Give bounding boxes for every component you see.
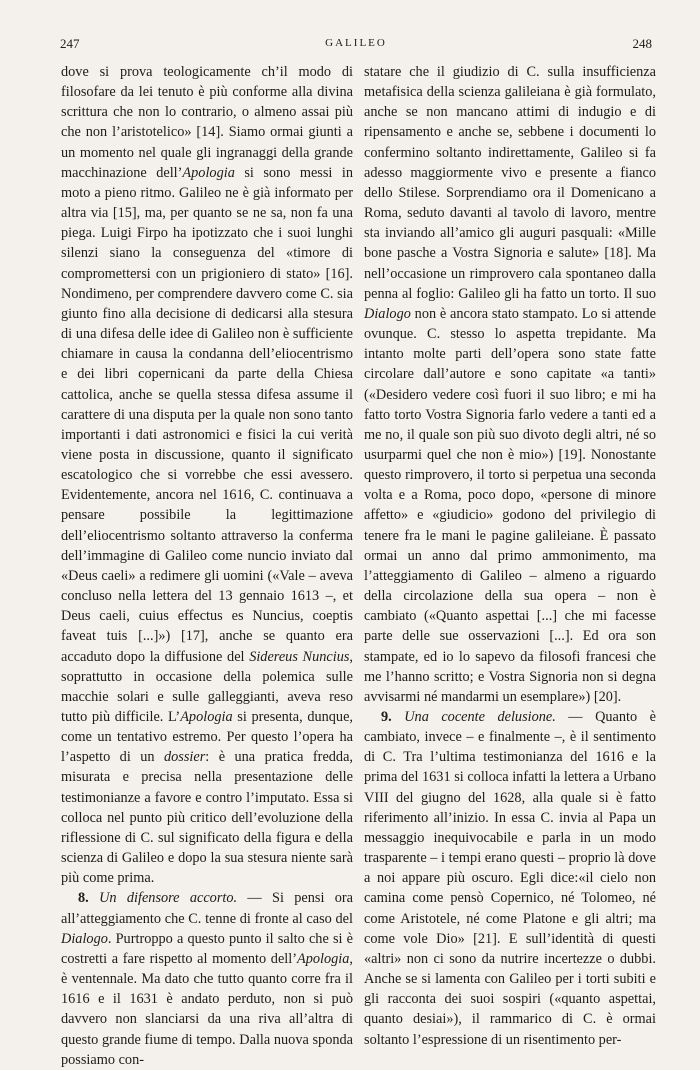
page-number-left: 247	[60, 36, 80, 51]
paragraph-continuation: dove si prova teologicamente ch’il modo di filosofare da lei tenuto è più conforme alla divina scrittura che non lo contrario, o almeno assai più che non l’aristotelico» [14]. Siamo ormai giunti a un momento nel quale gli ingranaggi della grande macchinazione dell’Apologia si sono messi in moto a pieno ritmo. Galileo ne è già informato per altra via [15], ma, per quanto se ne sa, non fa una piega. Luigi Firpo ha ipotizzato che i suoi lunghi silenzi siano la conseguenza del «timore di compromettersi con un prigioniero di stato» [16]. Nondimeno, per comprendere davvero come C. sia giunto fino alla decisione di dedicarsi alla stesura di una difesa delle idee di Galileo non è sufficiente chiamare in causa la condanna dell’eliocentrismo e dei libri copernicani da parte della Chiesa cattolica, anche se quella stessa difesa assume il carattere di una disputa per la quale non sono tanto importanti i dati astronomici e fisici la cui verità viene posta in discussione, quanto il significato escatologico che si vorrebbe che essi avessero. Evidentemente, ancora nel 1616, C. continuava a pensare possibile la legittimazione dell’eliocentrismo soltanto attraverso la conferma dell’immagine di Galileo come nuncio inviato dal «Deus caeli» a redimere gli uomini («Vale – aveva concluso nella lettera del 13 gennaio 1613 –, et Deus caeli, cuius effectus es Nuncius, coeptis faveat tuis [...]») [17], anche se quanto era accaduto dopo la diffusione del Sidereus Nuncius, soprattutto in occasione della polemica sulle macchie solari e sulle galleggianti, aveva reso tutto più difficile. L’Apologia si presenta, dunque, come un tentativo estremo. Per questo l’opera ha l’aspetto di un dossier: è una pratica fredda, misurata e precisa nella presentazione delle testimonianze a favore e contro l’imputato. Essa si colloca nel punto più critico dell’evoluzione della riflessione di C. sul significato della figura e della scienza di Galileo e dopo la sua stesura niente sarà più come prima.	[61, 64, 354, 887]
section-9-paragraph: 9. Una cocente delusione. — Quanto è cambiato, invece – e finalmente –, è il sentimento di C. Tra l’ultima testimonianza del 1616 e la prima del 1631 si colloca infatti la lettera a Urbano VIII del giugno del 1628, alla quale si è fatto riferimento all’inizio. In essa C. invia al Papa un messaggio inequivocabile e parla in un modo trasparente – i tempi erano questi – proprio là dove a noi appare più oscuro. Egli dice:«il cielo non camina come pensò Copernico, né Tolomeo, né come Aristotele, né come Platone e gli altri; ma come vole Dio» [21]. E sull’identità di questi «altri» non ci sono da nutrire incertezze o dubbi. Anche se si lamenta con Galileo per i torti subiti e gli racconta dei suoi sospiri («quanto aspettai, quanto desiai»), il rammarico di C. è ormai soltanto l’espressione di un risentimento per-	[364, 709, 656, 1048]
section-number: 8.	[78, 890, 89, 907]
paragraph-continuation: statare che il giudizio di C. sulla insufficienza metafisica della scienza galileiana è già formulato, anche se non mancano attimi di indugio e di ripensamento e anche se, sebbene i documenti lo confermino soltanto indirettamente, Galileo si fa adesso maggiormente vivo e presente a fianco dello Stilese. Sorprendiamo ora il Domenicano a Roma, seduto davanti al tavolo di lavoro, mentre sta inviando all’amico gli auguri pasquali: «Mille bone pasche a Vostra Signoria e salute» [18]. Ma nell’occasione un rimprovero cala spontaneo dalla penna al foglio: Galileo gli ha fatto un torto. Il suo Dialogo non è ancora stato stampato. Lo si attende ovunque. C. stesso lo aspetta trepidante. Ma intanto molte parti dell’opera sono state fatte circolare dall’autore e sono capitate «a tanti» («Desidero vedere così fuori il suo libro; e mi ha fatto torto Vostra Signoria farlo vedere a tanti ed a me no, il quale son più suo divoto degli altri, né so usurparmi quel che non è mio») [19]. Nonostante questo rimprovero, il torto si perpetua una seconda volta e a Roma, poco dopo, «persone di minore affetto» e «giudicio» godono del privilegio di tenere fra le mani le pagine galileiane. È passato ormai un anno dal primo ammonimento, ma l’atteggiamento di Galileo – almeno a riguardo della circolazione della sua opera – non è cambiato («Quanto aspettai [...] che mi facesse parte delle sue osservazioni [...]. Ed ora son stampate, ed io lo sapevo da filosofi francesi che me l’hanno scritto; e Vostra Signoria non si degna avvisarmi né mandarmi un esemplare») [20].	[364, 64, 656, 705]
section-title: Una cocente delusione.	[404, 709, 556, 725]
text-column-left	[61, 62, 353, 1070]
page-number-right: 248	[632, 36, 652, 51]
section-number: 9.	[381, 709, 392, 725]
section-title: Un difensore accorto.	[99, 890, 238, 907]
text-column-right	[364, 62, 656, 1050]
running-header	[60, 36, 652, 56]
running-title: GALILEO	[325, 37, 387, 49]
section-8-paragraph: 8. Un difensore accorto. — Si pensi ora all’atteggiamento che C. tenne di fronte al caso del Dialogo. Purtroppo a questo punto il salto che si è costretti a fare rispetto al momento dell’Apologia, è ventennale. Ma dato che tutto quanto corre fra il 1616 e il 1631 è andato perduto, non si può davvero non slanciarsi da una riva all’altra di questo grande fiume di tempo. Dalla nuova sponda possiamo con-	[61, 890, 354, 1068]
